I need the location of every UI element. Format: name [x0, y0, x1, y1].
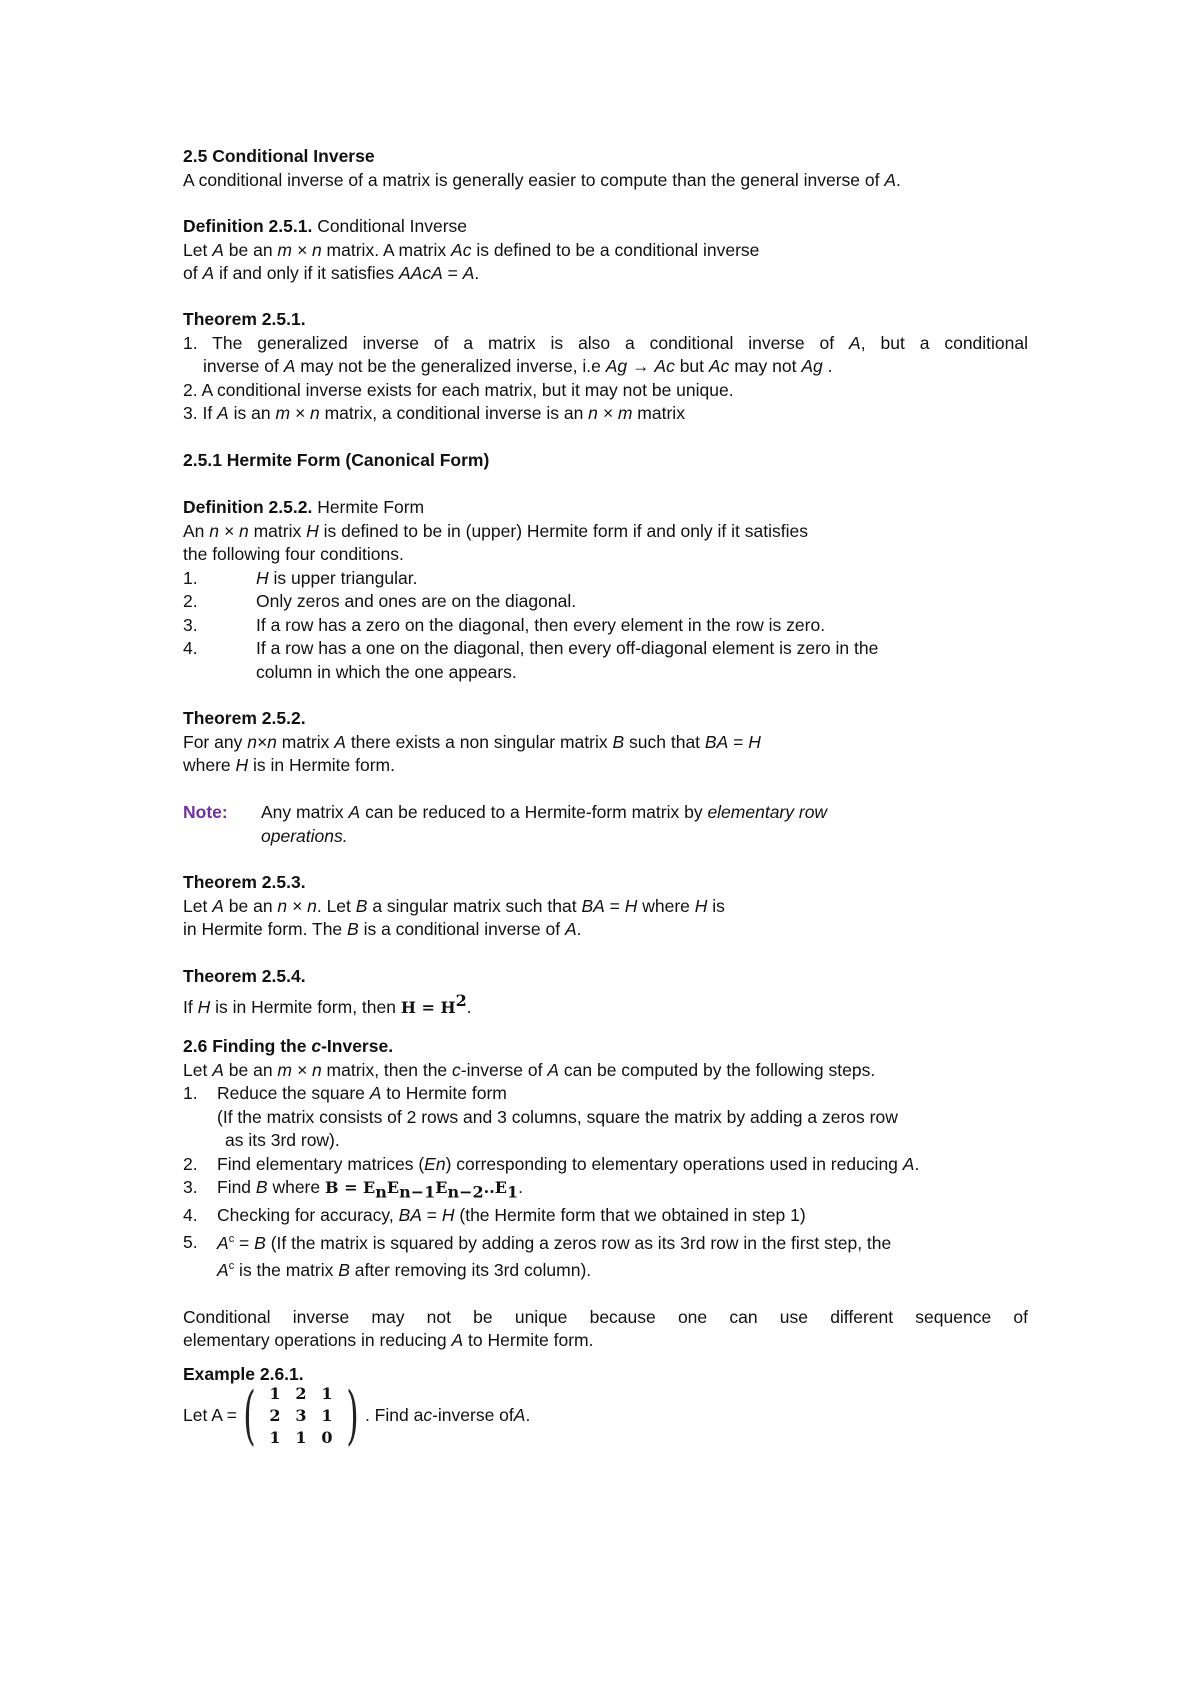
theorem-heading: Theorem 2.5.3. — [183, 872, 306, 892]
matrix-cell: 1 — [321, 1405, 333, 1425]
definition-line: Let A be an m × n matrix. A matrix Ac is defined to be a conditional inverse — [183, 239, 760, 260]
step-item-cont: (If the matrix consists of 2 rows and 3 columns, square the matrix by adding a zeros row — [217, 1106, 898, 1127]
theorem-item: 3. If A is an m × n matrix, a conditional inverse is an n × m matrix — [183, 403, 685, 423]
theorem-item: 2. A conditional inverse exists for each matrix, but it may not be unique. — [183, 379, 734, 400]
condition-item-cont: column in which the one appears. — [256, 661, 517, 682]
theorem-item-cont: inverse of A may not be the generalized inverse, i.e Ag → Ac but Ac may not Ag . — [203, 356, 833, 376]
matrix-cell: 1 — [269, 1383, 281, 1403]
theorem-line: where H is in Hermite form. — [183, 755, 395, 775]
step-item-cont: as its 3rd row). — [225, 1130, 340, 1150]
theorem-2-5-2 — [183, 707, 1028, 778]
theorem-line: If H is in Hermite form, then $H = H^2$. — [183, 990, 472, 1017]
theorem-item: 1. The generalized inverse of a matrix is also a conditional inverse of A, but a conditional — [183, 332, 1029, 353]
definition-line: of A if and only if it satisfies AAcA = A. — [183, 263, 480, 283]
step-item: 3. Find B where $B = E_nE_{n-1}E_{n-2}..E_1$. — [183, 1177, 523, 1202]
definition-2-5-2 — [183, 496, 1028, 684]
section-title: 2.5 Conditional Inverse — [183, 146, 375, 166]
matrix-cell: 1 — [321, 1383, 333, 1403]
matrix-cell: 2 — [295, 1383, 307, 1403]
matrix-cell: 1 — [269, 1427, 281, 1447]
section-2-5 — [183, 145, 1028, 192]
condition-item: 3. If a row has a zero on the diagonal, then every element in the row is zero. — [183, 614, 826, 635]
matrix-cell: 1 — [295, 1427, 307, 1447]
theorem-line: For any n×n matrix A there exists a non singular matrix B such that BA = H — [183, 731, 761, 752]
example-heading: Example 2.6.1. — [183, 1364, 304, 1384]
theorem-heading: Theorem 2.5.1. — [183, 309, 306, 329]
definition-heading: Definition 2.5.2. Hermite Form — [183, 497, 425, 517]
matrix-grid — [262, 1383, 340, 1449]
definition-line: An n × n matrix H is defined to be in (upper) Hermite form if and only if it satisfies — [183, 520, 808, 541]
step-item: 5. $A^c = B$ (If the matrix is squared by adding a zeros row as its 3rd row in the first step, the — [183, 1232, 892, 1253]
note-line: Note: Any matrix A can be reduced to a Hermite-form matrix by elementary row — [183, 801, 1028, 825]
section-title: 2.5.1 Hermite Form (Canonical Form) — [183, 450, 490, 470]
condition-item: 2. Only zeros and ones are on the diagonal. — [183, 591, 577, 611]
paragraph-line: elementary operations in reducing A to Hermite form. — [183, 1330, 594, 1351]
section-2-5-1 — [183, 449, 1028, 473]
note-block — [183, 801, 1028, 848]
intro-text: A conditional inverse of a matrix is generally easier to compute than the general inverse of A. — [183, 169, 901, 190]
definition-line: the following four conditions. — [183, 544, 404, 564]
section-2-6 — [183, 1035, 1028, 1353]
theorem-line: Let A be an n × n. Let B a singular matrix such that BA = H where H is — [183, 895, 725, 916]
theorem-line: in Hermite form. The B is a conditional inverse of A. — [183, 919, 582, 939]
example-2-6-1 — [183, 1363, 1028, 1451]
matrix-cell: 0 — [321, 1427, 333, 1447]
example-line: Let A = ( 1 2 1 2 3 1 1 1 0 ) . Find a c -inverse of A . — [183, 1378, 531, 1453]
paragraph-line: Conditional inverse may not be unique because one can use different sequence of — [183, 1306, 1028, 1327]
section-title: 2.6 Finding the c-Inverse. — [183, 1036, 394, 1056]
section-line: Let A be an m × n matrix, then the c-inverse of A can be computed by the following steps. — [183, 1059, 876, 1080]
note-label: Note: — [183, 802, 228, 822]
matrix-cell: 2 — [269, 1405, 281, 1425]
definition-heading: Definition 2.5.1. Conditional Inverse — [183, 216, 467, 236]
right-paren: ) — [346, 1378, 359, 1453]
theorem-heading: Theorem 2.5.2. — [183, 708, 306, 728]
step-item-cont: $A^c$ is the matrix B after removing its 3rd column). — [217, 1259, 592, 1280]
left-paren: ( — [243, 1378, 256, 1453]
note-line-cont: operations. — [261, 825, 348, 846]
condition-item: 4. If a row has a one on the diagonal, then every off-diagonal element is zero in the — [183, 638, 879, 658]
definition-2-5-1 — [183, 215, 1028, 286]
matrix-cell: 3 — [295, 1405, 307, 1425]
step-item: 2. Find elementary matrices (En) corresponding to elementary operations used in reducing A. — [183, 1153, 920, 1174]
theorem-2-5-3 — [183, 871, 1028, 942]
theorem-2-5-4 — [183, 965, 1028, 1019]
step-item: 1. Reduce the square A to Hermite form — [183, 1083, 507, 1103]
condition-item: 1. H is upper triangular. — [183, 567, 418, 588]
step-item: 4. Checking for accuracy, BA = H (the Hermite form that we obtained in step 1) — [183, 1205, 806, 1225]
theorem-2-5-1 — [183, 308, 1028, 426]
matrix-A — [237, 1378, 365, 1453]
theorem-heading: Theorem 2.5.4. — [183, 966, 306, 986]
